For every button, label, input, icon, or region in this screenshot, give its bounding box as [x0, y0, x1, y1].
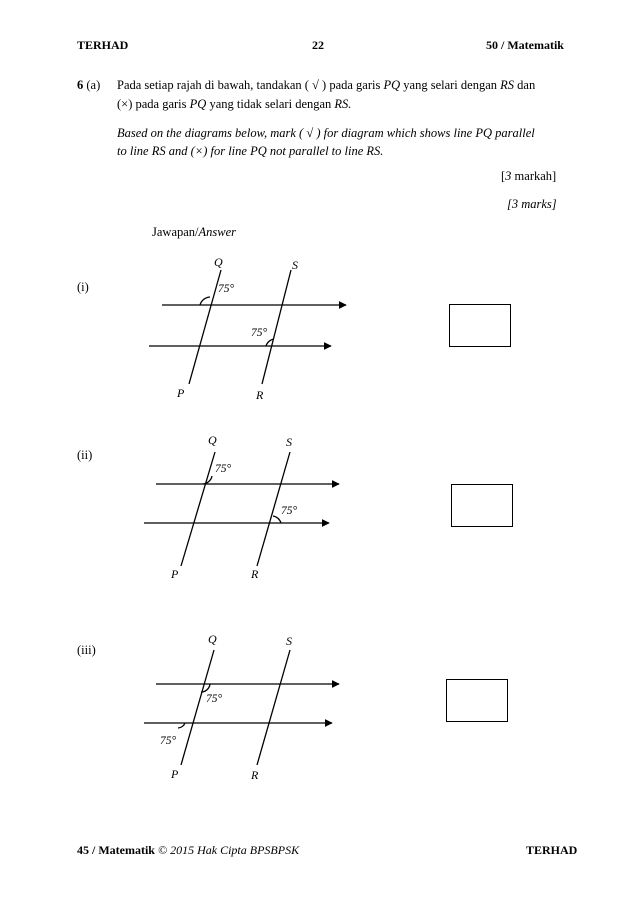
- diagram-i-angle-arc-top: [200, 297, 210, 305]
- answer-label-malay: Jawapan/: [152, 225, 199, 239]
- answer-box-ii[interactable]: [451, 484, 513, 527]
- diagram-iii-angle-top: 75°: [206, 693, 223, 705]
- malay-text: Pada setiap rajah di bawah, tandakan ( √ ) pada garis: [117, 78, 384, 92]
- answer-box-iii[interactable]: [446, 679, 508, 722]
- header-subject: 50 / Matematik: [486, 38, 564, 52]
- diagram-iii-angle-arc-bottom: [178, 723, 185, 728]
- diagram-ii-angle-arc-bottom: [273, 516, 281, 523]
- diagram-ii-line-pq: [181, 452, 215, 566]
- diagram-ii-point-s: S: [286, 435, 292, 449]
- diagram-ii: [144, 452, 339, 566]
- diagram-iii-point-s: S: [286, 634, 292, 648]
- footer-copyright: [77, 843, 299, 858]
- diagram-ii-point-q: Q: [208, 433, 217, 447]
- diagram-iii-point-r: R: [251, 768, 259, 782]
- footer-copyright-text: © 2015 Hak Cipta BPSBPSK: [154, 843, 300, 857]
- footer-subject: 45 / Matematik: [77, 843, 155, 857]
- english-instruction-line2: to line RS and (×) for line PQ not parallel to line RS.: [117, 144, 384, 158]
- page-number: 22: [312, 38, 324, 52]
- answer-label-english: Answer: [198, 225, 237, 239]
- malay-rs: RS: [500, 78, 515, 92]
- diagram-i-angle-top: 75°: [218, 283, 235, 295]
- diagram-i-point-p: P: [177, 386, 185, 400]
- diagram-label-ii: (ii): [77, 448, 93, 462]
- diagram-iii-line-rs: [257, 650, 290, 765]
- malay-text: yang tidak selari dengan: [206, 97, 335, 111]
- diagram-i-line-pq: [189, 270, 221, 384]
- malay-text: yang selari dengan: [400, 78, 501, 92]
- question-part: (a): [86, 78, 101, 92]
- marks-number: 3: [505, 169, 512, 183]
- diagram-ii-point-p: P: [171, 567, 179, 581]
- diagram-iii-point-q: Q: [208, 632, 217, 646]
- diagram-i-point-q: Q: [214, 255, 223, 269]
- diagram-iii-point-p: P: [171, 767, 179, 781]
- diagram-i-point-s: S: [292, 258, 298, 272]
- question-num: 6: [77, 78, 84, 92]
- diagram-ii-angle-top: 75°: [215, 463, 232, 475]
- header-restricted-left: TERHAD: [77, 38, 129, 52]
- diagram-iii: [144, 650, 339, 765]
- diagram-label-iii: (iii): [77, 643, 96, 657]
- diagram-i-angle-bottom: 75°: [251, 327, 268, 339]
- diagram-ii-point-r: R: [251, 567, 259, 581]
- malay-pq: PQ: [189, 97, 207, 111]
- malay-pq: PQ: [383, 78, 401, 92]
- malay-text: (×) pada garis: [117, 97, 190, 111]
- marks-english: [3 marks]: [507, 197, 557, 211]
- answer-box-i[interactable]: [449, 304, 511, 347]
- diagram-iii-angle-bottom: 75°: [160, 735, 177, 747]
- diagram-iii-line-pq: [181, 650, 214, 765]
- diagram-i-point-r: R: [256, 388, 264, 402]
- marks-bracket: [: [501, 169, 506, 183]
- english-instruction-line1: Based on the diagrams below, mark ( √ ) for diagram which shows line PQ parallel: [117, 126, 535, 140]
- diagram-label-i: (i): [77, 280, 89, 294]
- diagram-ii-angle-bottom: 75°: [281, 505, 298, 517]
- malay-rs: RS.: [334, 97, 352, 111]
- malay-text: dan: [514, 78, 536, 92]
- marks-word: markah]: [511, 169, 557, 183]
- diagram-i: [149, 270, 346, 384]
- footer-restricted-right: TERHAD: [526, 843, 578, 857]
